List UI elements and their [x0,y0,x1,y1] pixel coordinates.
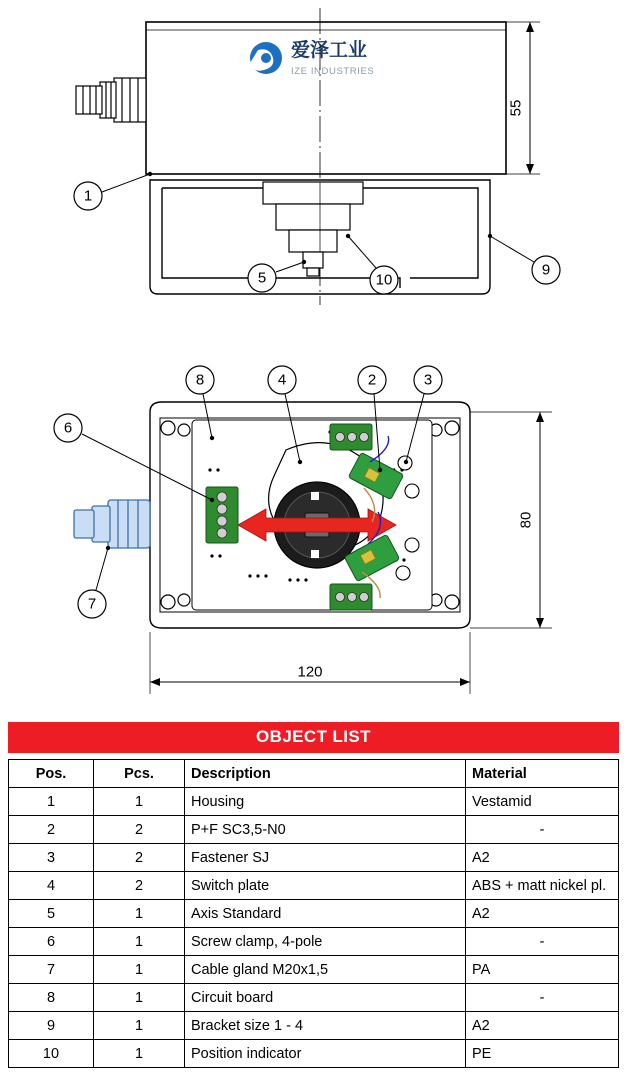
brand-name-cn: 爱泽工业 [291,40,368,61]
column-header-pcs: Pcs. [94,760,185,788]
table-row [9,872,619,900]
cell-pcs: 1 [94,1040,185,1068]
dimension-label-80: 80 [517,511,535,529]
column-header-pos: Pos. [9,760,94,788]
cell-description: Switch plate [185,872,466,900]
cell-description: Position indicator [185,1040,466,1068]
cell-pos: 1 [9,788,94,816]
table-row [9,900,619,928]
object-list-title: OBJECT LIST [8,722,619,753]
callout-4-label: 4 [277,371,287,389]
cable-gland-plan [74,500,150,548]
cell-pcs: 1 [94,788,185,816]
cell-pos: 8 [9,984,94,1012]
screw-clamp-4pole [206,487,238,543]
cell-material: A2 [466,900,619,928]
cell-pcs: 2 [94,816,185,844]
cell-description: Bracket size 1 - 4 [185,1012,466,1040]
callout-7-label: 7 [87,595,97,613]
dimension-80 [470,412,552,628]
table-row [9,956,619,984]
callout-10-label: 10 [375,271,393,289]
column-header-description: Description [185,760,466,788]
cell-pcs: 1 [94,956,185,984]
cell-pcs: 1 [94,984,185,1012]
terminal-block-top [330,424,372,450]
table-row [9,984,619,1012]
table-row [9,928,619,956]
cell-material: - [466,984,619,1012]
cell-pcs: 1 [94,928,185,956]
callout-5 [248,260,306,292]
table-row [9,1040,619,1068]
cell-description: Circuit board [185,984,466,1012]
callout-5-label: 5 [257,269,267,287]
cell-material: ABS + matt nickel pl. [466,872,619,900]
cell-pcs: 1 [94,900,185,928]
parts-table [8,759,619,1068]
cell-pos: 7 [9,956,94,984]
dimension-label-55: 55 [507,99,525,117]
cell-pos: 4 [9,872,94,900]
cell-description: Fastener SJ [185,844,466,872]
cell-pcs: 1 [94,1012,185,1040]
object-list [8,722,619,1068]
cell-description: Axis Standard [185,900,466,928]
cell-material: - [466,816,619,844]
cell-pos: 2 [9,816,94,844]
table-row [9,816,619,844]
dimension-55 [506,22,540,174]
cell-material: A2 [466,844,619,872]
brand-name-en: IZE INDUSTRIES [291,66,375,77]
table-row [9,1012,619,1040]
cell-pos: 9 [9,1012,94,1040]
callout-2-label: 2 [367,371,377,389]
cell-description: Screw clamp, 4-pole [185,928,466,956]
cell-material: - [466,928,619,956]
callout-9-label: 9 [541,261,551,279]
side-elevation-view [74,8,560,305]
cell-pos: 5 [9,900,94,928]
callout-1-label: 1 [83,187,93,205]
callout-3-label: 3 [423,371,433,389]
cell-material: Vestamid [466,788,619,816]
terminal-block-bottom [330,584,372,610]
cell-pos: 10 [9,1040,94,1068]
table-row [9,844,619,872]
cell-pcs: 2 [94,872,185,900]
cell-material: PE [466,1040,619,1068]
cell-description: Cable gland M20x1,5 [185,956,466,984]
cell-description: Housing [185,788,466,816]
axis-indicator-assembly [263,182,363,276]
cell-pos: 6 [9,928,94,956]
brand-logo [250,42,282,74]
table-header-row [9,760,619,788]
callout-6-label: 6 [63,419,73,437]
cell-pos: 3 [9,844,94,872]
cell-material: PA [466,956,619,984]
dimension-label-120: 120 [297,663,323,681]
cell-pcs: 2 [94,844,185,872]
internal-plan-view [54,366,552,694]
cable-gland-side [76,78,146,122]
column-header-material: Material [466,760,619,788]
table-row [9,788,619,816]
cell-material: A2 [466,1012,619,1040]
callout-8-label: 8 [195,371,205,389]
cell-description: P+F SC3,5-N0 [185,816,466,844]
